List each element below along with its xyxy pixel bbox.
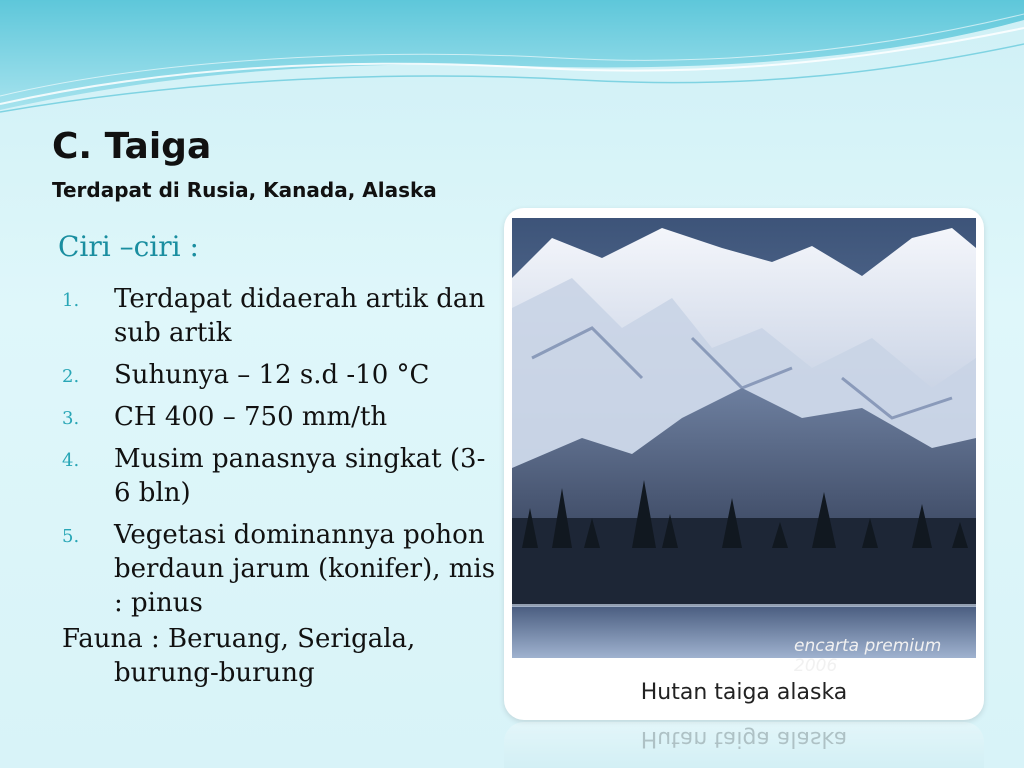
list-item xyxy=(60,400,500,434)
photo-reflection xyxy=(504,722,984,768)
list-number: 3. xyxy=(62,408,80,429)
taiga-mountain-photo xyxy=(512,218,976,658)
list-number: 4. xyxy=(62,450,80,471)
photo-caption: Hutan taiga alaska xyxy=(640,680,848,705)
reflection-caption: Hutan taiga alaska xyxy=(640,726,848,751)
list-item xyxy=(60,442,500,510)
slide-title: C. Taiga xyxy=(52,126,212,167)
list-text: Suhunya – 12 s.d -10 °C xyxy=(114,360,430,390)
list-number: 5. xyxy=(62,526,80,547)
list-item xyxy=(60,358,500,392)
list-text: Vegetasi dominannya pohon berdaun jarum (konifer), mis : pinus xyxy=(114,520,496,618)
header-wave-decoration xyxy=(0,0,1024,130)
fauna-line-1: Fauna : Beruang, Serigala, xyxy=(62,624,416,654)
fauna-text xyxy=(62,622,502,690)
characteristics-list xyxy=(60,282,500,628)
list-text: Terdapat didaerah artik dan sub artik xyxy=(114,284,486,348)
photo-watermark: encarta premium 2006 xyxy=(794,636,942,676)
fauna-line-2: burung-burung xyxy=(114,658,315,688)
section-heading: Ciri –ciri : xyxy=(58,230,199,263)
slide-subtitle: Terdapat di Rusia, Kanada, Alaska xyxy=(52,178,437,202)
list-number: 1. xyxy=(62,290,80,311)
list-item xyxy=(60,282,500,350)
list-text: CH 400 – 750 mm/th xyxy=(114,402,388,432)
list-number: 2. xyxy=(62,366,80,387)
photo-frame xyxy=(504,208,984,720)
list-text: Musim panasnya singkat (3-6 bln) xyxy=(114,444,486,508)
list-item xyxy=(60,518,500,620)
